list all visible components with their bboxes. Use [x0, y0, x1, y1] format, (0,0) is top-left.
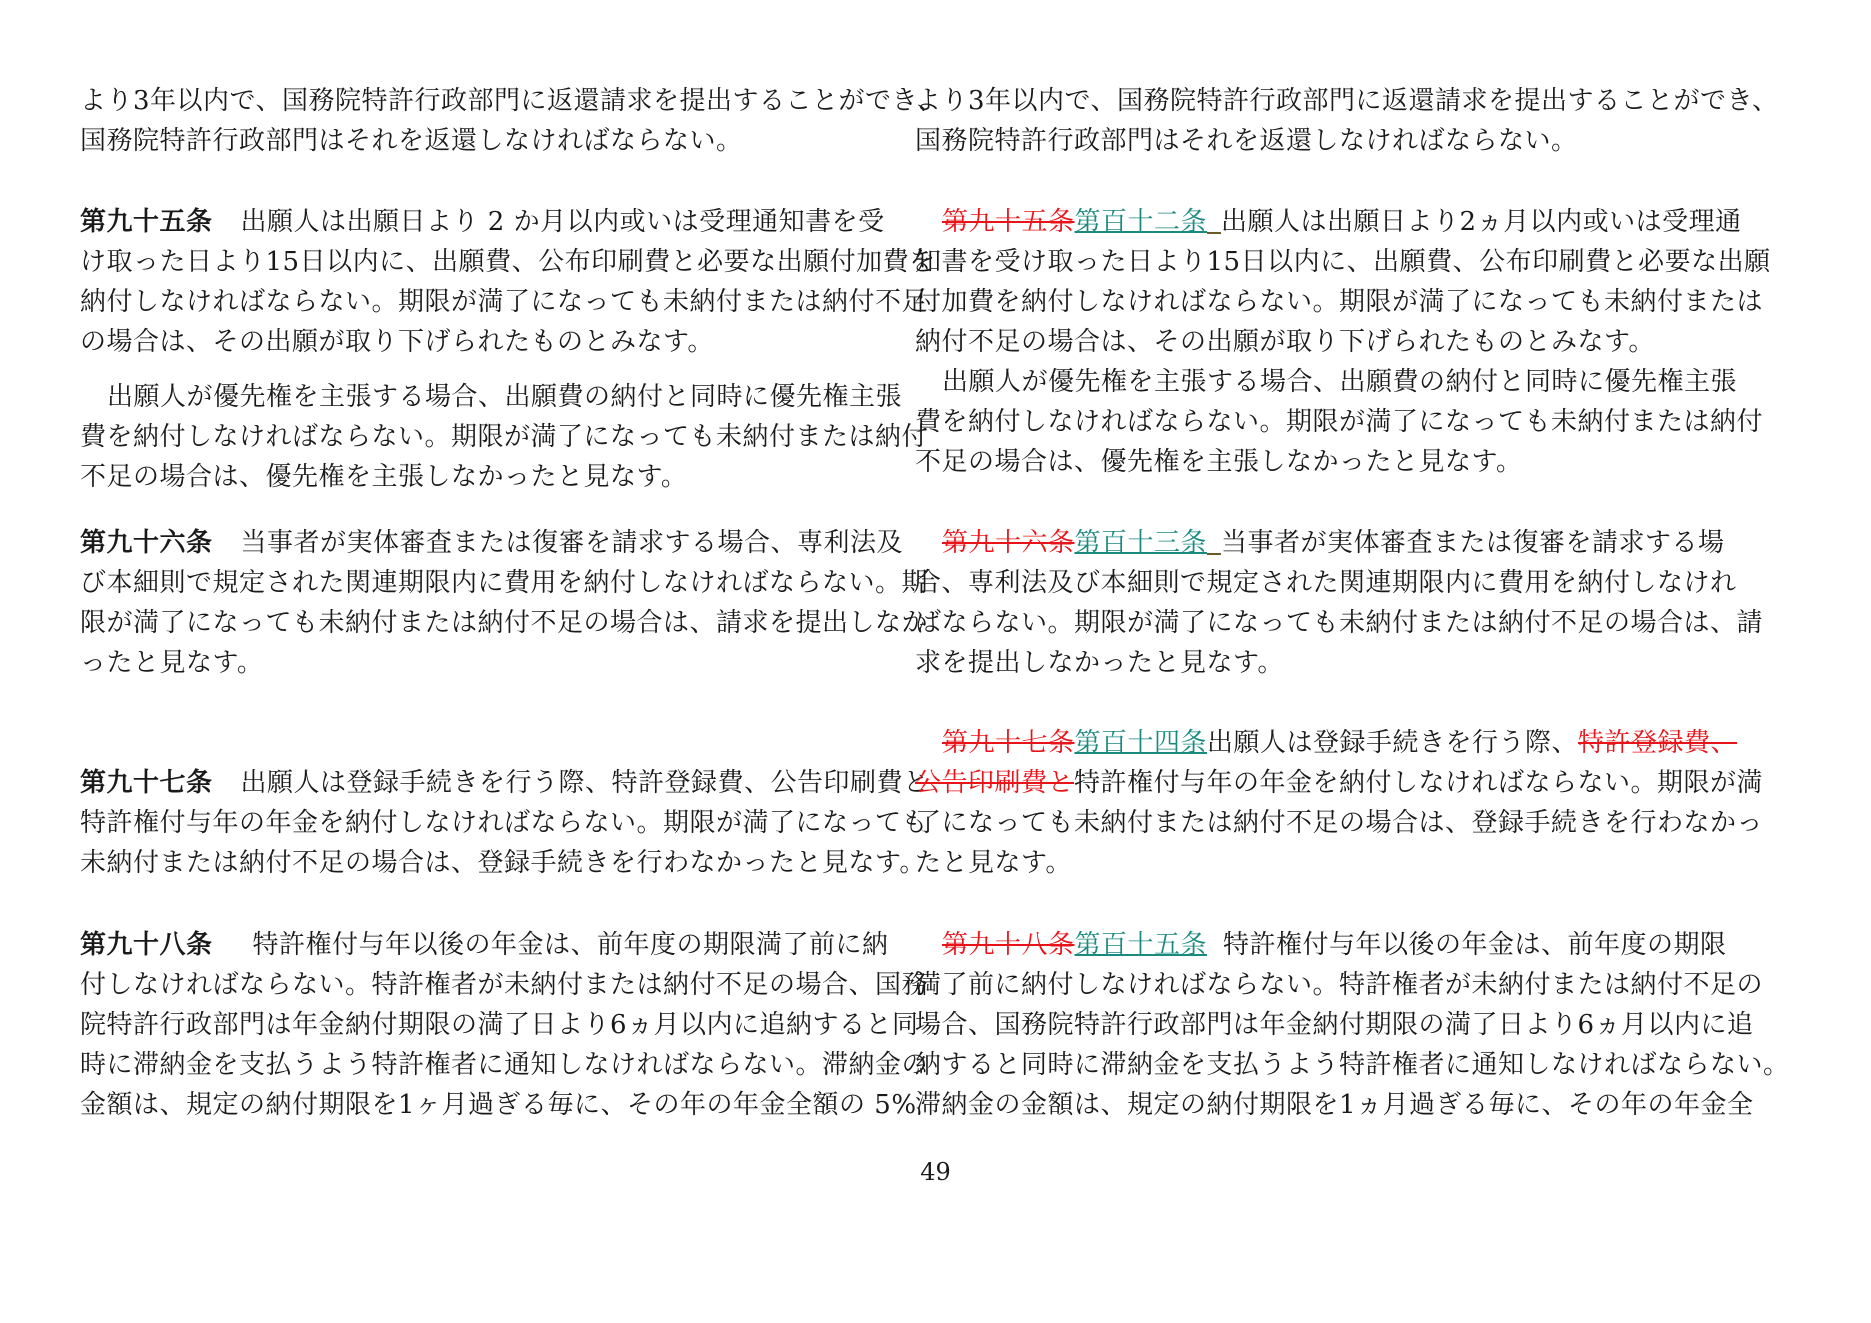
left-intro-line-2: 国務院特許行政部門はそれを返還しなければならない。	[80, 126, 743, 156]
article-heading: 第九十八条	[80, 930, 213, 960]
article-paragraph-line: 不足の場合は、優先権を主張しなかったと見なす。	[80, 462, 688, 492]
article-heading: 第九十七条	[80, 768, 213, 798]
article-text-line: 付しなければならない。特許権者が未納付または納付不足の場合、国務	[80, 970, 929, 1000]
article-text-line: 了になっても未納付または納付不足の場合は、登録手続きを行わなかっ	[915, 808, 1764, 838]
article-paragraph-line: 費を納付しなければならない。期限が満了になっても未納付または納付	[80, 422, 929, 452]
article-text-line: ばならない。期限が満了になっても未納付または納付不足の場合は、請	[915, 608, 1764, 638]
article-text-line: 納付しなければならない。期限が満了になっても未納付または納付不足	[80, 287, 929, 317]
right-intro-line-1: より3年以内で、国務院特許行政部門に返還請求を提出することができ、	[915, 86, 1779, 116]
right-intro-line-2: 国務院特許行政部門はそれを返還しなければならない。	[915, 126, 1578, 156]
article-text-line: 限が満了になっても未納付または納付不足の場合は、請求を提出しなか	[80, 608, 929, 638]
deleted-text: 特許登録費、	[1578, 728, 1738, 758]
article-text: 当事者が実体審査または復審を請求する場	[1221, 528, 1725, 558]
page-number: 49	[920, 1158, 951, 1186]
article-text-line: け取った日より15日以内に、出願費、公布印刷費と必要な出願付加費を	[80, 247, 936, 277]
article-text-line: 知書を受け取った日より15日以内に、出願費、公布印刷費と必要な出願	[915, 247, 1771, 277]
article-text-line: 滞納金の金額は、規定の納付期限を1ヵ月過ぎる毎に、その年の年金全	[915, 1090, 1754, 1120]
article-text-line: 満了前に納付しなければならない。特許権者が未納付または納付不足の	[915, 970, 1764, 1000]
article-text-line: 求を提出しなかったと見なす。	[915, 648, 1284, 678]
article-text: 出願人は登録手続きを行う際、特許登録費、公告印刷費と	[240, 768, 930, 798]
article-text-line: たと見なす。	[915, 848, 1072, 878]
article-text: 特許権付与年以後の年金は、前年度の期限満了前に納	[252, 930, 889, 960]
article-text-line: 納付不足の場合は、その出願が取り下げられたものとみなす。	[915, 327, 1655, 357]
article-text-line: の場合は、その出願が取り下げられたものとみなす。	[80, 327, 714, 357]
article-text-line: ったと見なす。	[80, 648, 264, 678]
article-paragraph-line: 出願人が優先権を主張する場合、出願費の納付と同時に優先権主張	[942, 367, 1738, 397]
insertion-underline	[1207, 523, 1221, 555]
article-text: 特許権付与年以後の年金は、前年度の期限	[1223, 930, 1727, 960]
inserted-article-heading: 第百十五条	[1074, 930, 1208, 960]
article-paragraph-line: 出願人が優先権を主張する場合、出願費の納付と同時に優先権主張	[107, 382, 903, 412]
article-text: 当事者が実体審査または復審を請求する場合、専利法及	[240, 528, 904, 558]
article-text-line: 納すると同時に滞納金を支払うよう特許権者に通知しなければならない。	[915, 1050, 1790, 1080]
article-paragraph-line: 不足の場合は、優先権を主張しなかったと見なす。	[915, 447, 1523, 477]
inserted-article-heading: 第百十二条	[1074, 207, 1208, 237]
article-text-line: 未納付または納付不足の場合は、登録手続きを行わなかったと見なす。	[80, 848, 926, 878]
deleted-article-heading: 第九十六条	[942, 528, 1075, 558]
deleted-text: 公告印刷費と	[915, 768, 1075, 798]
article-text-line: 付加費を納付しなければならない。期限が満了になっても未納付または	[915, 287, 1764, 317]
article-text-line: び本細則で規定された関連期限内に費用を納付しなければならない。期	[80, 568, 929, 598]
article-text-line: 時に滞納金を支払うよう特許権者に通知しなければならない。滞納金の	[80, 1050, 929, 1080]
inserted-article-heading: 第百十四条	[1074, 728, 1208, 758]
article-text-line: 特許権付与年の年金を納付しなければならない。期限が満了になっても	[80, 808, 929, 838]
article-heading: 第九十六条	[80, 528, 213, 558]
article-text-line: 金額は、規定の納付期限を1ヶ月過ぎる毎に、その年の年金全額の 5%	[80, 1090, 917, 1120]
article-paragraph-line: 費を納付しなければならない。期限が満了になっても未納付または納付	[915, 407, 1764, 437]
article-heading: 第九十五条	[80, 207, 213, 237]
article-text: 出願人は登録手続きを行う際、	[1207, 728, 1579, 758]
article-text: 出願人は出願日より 2 か月以内或いは受理通知書を受	[240, 207, 885, 237]
article-text-line: 場合、国務院特許行政部門は年金納付期限の満了日より6ヵ月以内に追	[915, 1010, 1754, 1040]
article-text-line: 院特許行政部門は年金納付期限の満了日より6ヵ月以内に追納すると同	[80, 1010, 919, 1040]
deleted-article-heading: 第九十七条	[942, 728, 1075, 758]
insertion-underline	[1207, 202, 1221, 234]
inserted-article-heading: 第百十三条	[1074, 528, 1208, 558]
article-text: 特許権付与年の年金を納付しなければならない。期限が満	[1074, 768, 1764, 798]
article-text: 出願人は出願日より2ヵ月以内或いは受理通	[1221, 207, 1742, 237]
deleted-article-heading: 第九十八条	[942, 930, 1075, 960]
deleted-article-heading: 第九十五条	[942, 207, 1075, 237]
left-intro-line-1: より3年以内で、国務院特許行政部門に返還請求を提出することができ、	[80, 86, 944, 116]
article-text-line: 合、専利法及び本細則で規定された関連期限内に費用を納付しなけれ	[915, 568, 1737, 598]
